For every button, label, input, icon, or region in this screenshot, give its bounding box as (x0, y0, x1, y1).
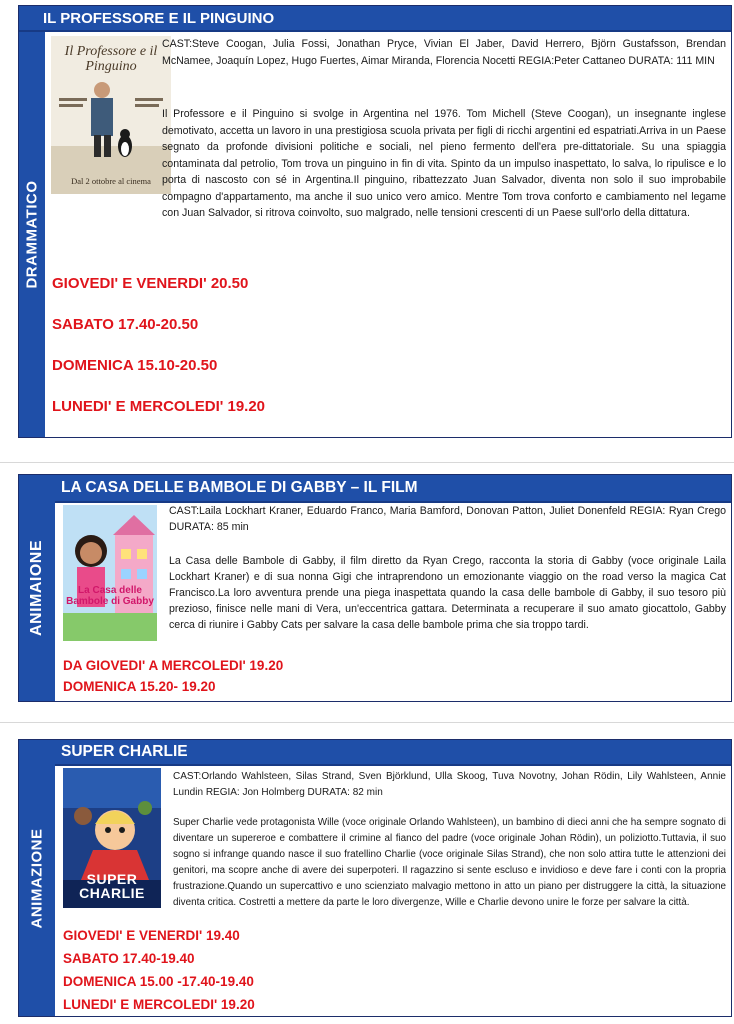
poster-title: SUPER CHARLIE (79, 871, 145, 901)
movie-poster (51, 36, 171, 194)
showtime-line: DOMENICA 15.10-20.50 (52, 357, 218, 374)
film-synopsis: Super Charlie vede protagonista Wille (voce originale Orlando Wahlsteen), un bambino di dieci anni che ha sempre sognato di diventare un supereroe e combattere il crimine al fianco del padre (voce originale Johan Rödin), un poliziotto.Tuttavia, il suo sogno si infrange quando nasce il suo fratellino Charlie (voce originale Silas Strand), che non solo attira tutte le attenzioni dei genitori, ma scopre anche di avere dei superpoteri. Il ragazzino si sente escluso e invidioso e deve fare i conti con la propria frustrazione.Quando un supercattivo e uno scienziato malvagio mettono in atto un piano per distruggere la città, la situazione diventa critica. Costretti a mettere da parte le loro divergenze, Wille e Charlie devono unire le forze per salvare la città. (173, 817, 726, 908)
cast-label: CAST: (173, 771, 202, 782)
director-name: Peter Cattaneo (554, 54, 626, 67)
poster-title: Il Professore e il Pinguino (64, 44, 158, 74)
duration-value: 111 MIN (676, 54, 715, 67)
poster-title: La Casa delle Bambole di Gabby (66, 585, 154, 607)
movie-poster (63, 505, 157, 641)
showtime-line: GIOVEDI' E VENERDI' 19.40 (63, 928, 240, 943)
showtime-line: LUNEDI' E MERCOLEDI' 19.20 (52, 398, 266, 415)
section-divider (0, 462, 734, 463)
cast-list: Steve Coogan, Julia Fossi, Jonathan Pryce, Vivian El Jaber, David Herrero, Björn Gustafsson, Brendan McNamee, Joaquín Lopez, Hugo Fuertes, Aimar Miranda, Florencia Nocetti (162, 38, 726, 67)
showtime-line: SABATO 17.40-20.50 (52, 316, 199, 333)
showtime-line: DA GIOVEDI' A MERCOLEDI' 19.20 (63, 658, 284, 673)
showtimes (63, 924, 255, 1016)
cast-label: CAST: (169, 505, 200, 517)
film-synopsis: La Casa delle Bambole di Gabby, il film diretto da Ryan Crego, racconta la storia di Gabby (voce originale Laila Lockhart Kraner) e di sua nonna Gigi che intraprendono un emozionante viaggio on the road verso la magica Cat Francisco.La loro avventura prende una piega inaspettata quando la casa delle bambole di Gabby, il suo tesoro più prezioso, finisce nelle mani di Vera, un'eccentrica gattara. Determinata a recuperare il suo amato giocattolo, Gabby cerca di riunire i Gabby Cats per salvare la casa delle bambole prima che sia troppo tardi. (169, 555, 726, 631)
showtime-line: GIOVEDI' E VENERDI' 20.50 (52, 275, 249, 292)
cast-credits (162, 36, 726, 69)
genre-label: DRAMMATICO (19, 32, 45, 437)
film-title: LA CASA DELLE BAMBOLE DI GABBY – IL FILM (19, 475, 731, 503)
film-card-gabby (18, 474, 732, 702)
director-label: REGIA: (205, 787, 240, 798)
duration-label: DURATA: (307, 787, 350, 798)
poster-illustration (63, 505, 157, 641)
poster-tagline: Dal 2 ottobre al cinema (71, 176, 151, 186)
cast-credits (173, 769, 726, 801)
film-title: IL PROFESSORE E IL PINGUINO (19, 6, 731, 32)
showtime-line: DOMENICA 15.20- 19.20 (63, 679, 216, 694)
cast-list: Laila Lockhart Kraner, Eduardo Franco, Maria Bamford, Donovan Patton, Juliet Donenfeld (199, 505, 626, 517)
showtime-line: LUNEDI' E MERCOLEDI' 19.20 (63, 997, 255, 1012)
duration-value: 85 min (216, 520, 249, 533)
genre-label: ANIMAZIONE (19, 740, 55, 1016)
genre-label: ANIMAIONE (19, 475, 55, 701)
duration-label: DURATA: (628, 54, 674, 67)
movie-poster (63, 768, 161, 908)
cast-label: CAST: (162, 38, 193, 50)
showtimes (63, 655, 283, 697)
section-divider (0, 722, 734, 723)
film-card-super-charlie (18, 739, 732, 1017)
director-name: Jon Holmberg (242, 787, 305, 798)
director-name: Ryan Crego (668, 505, 726, 517)
film-card-professore (18, 5, 732, 438)
showtimes (52, 274, 265, 417)
showtime-line: SABATO 17.40-19.40 (63, 951, 195, 966)
cast-credits (169, 504, 726, 535)
duration-label: DURATA: (169, 520, 214, 533)
cast-list: Orlando Wahlsteen, Silas Strand, Sven Björklund, Ulla Skoog, Tuva Novotny, Johan Rödin, Lily Wahlsteen, Annie Lundin (173, 771, 726, 798)
showtime-line: DOMENICA 15.00 -17.40-19.40 (63, 974, 254, 989)
director-label: REGIA: (518, 54, 555, 67)
film-synopsis: Il Professore e il Pinguino si svolge in Argentina nel 1976. Tom Michell (Steve Coogan), un insegnante inglese demotivato, accetta un lavoro in una prestigiosa scuola privata per figli di ricchi argentini ed espatriati.Arriva in un Paese segnato da profonde divisioni politiche e sociali, nel pieno fermento dell'era pre-dittatoriale. Su una spiaggia contaminata dal petrolio, Tom trova un pinguino in fin di vita. Spinto da un impulso inaspettato, lo salva, lo ripulisce e lo porta di nascosto con sé in Argentina.Il pinguino, ribattezzato Juan Salvador, diventa non solo il suo improbabile compagno d'appartamento, ma anche il suo unico vero amico. Mentre Tom trova conforto e cambiamento nel legame con Juan Salvador, si ritrova coinvolto, suo malgrado, nelle tensioni crescenti di un Paese sull'orlo della dittatura. (162, 108, 726, 219)
director-label: REGIA: (629, 505, 666, 517)
duration-value: 82 min (352, 787, 383, 798)
film-title: SUPER CHARLIE (19, 740, 731, 766)
